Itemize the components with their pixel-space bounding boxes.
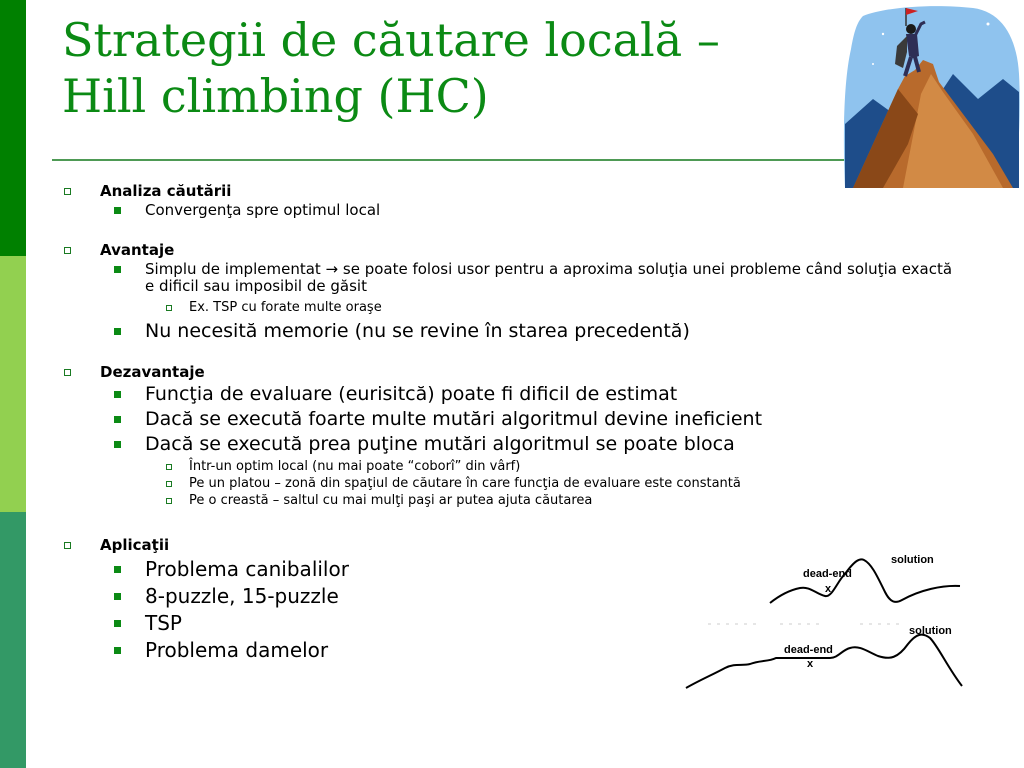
item-memorie: Nu necesită memorie (nu se revine în starea precedentă) <box>145 320 690 342</box>
item-putine-mutari: Dacă se execută prea puţine mutări algoritmul se poate bloca <box>145 433 735 455</box>
square-bullet-icon <box>114 416 121 423</box>
hollow-square-bullet-icon <box>64 369 71 376</box>
square-bullet-icon <box>114 391 121 398</box>
x-mark-bottom: x <box>807 658 814 670</box>
small-hollow-square-bullet-icon <box>166 464 172 470</box>
heading-analiza: Analiza căutării <box>100 182 232 200</box>
section-dezavantaje <box>62 361 962 509</box>
item-multe-mutari: Dacă se execută foarte multe mutări algoritmul devine ineficient <box>145 408 763 430</box>
section-avantaje <box>62 239 962 343</box>
square-bullet-icon <box>114 328 121 335</box>
hollow-square-bullet-icon <box>64 542 71 549</box>
item-tsp: TSP <box>145 611 182 635</box>
subitem-optim-local: Într-un optim local (nu mai poate “coborî” din vârf) <box>189 459 521 474</box>
bullet-multe-mutari <box>62 408 962 431</box>
item-puzzle: 8-puzzle, 15-puzzle <box>145 584 339 608</box>
square-bullet-icon <box>114 441 121 448</box>
small-hollow-square-bullet-icon <box>166 481 172 487</box>
bullet-analiza <box>62 180 962 202</box>
subbullet-optim-local <box>62 458 962 475</box>
left-accent-bar-bottom <box>0 512 26 768</box>
square-bullet-icon <box>114 266 121 273</box>
subitem-platou: Pe un platou – zonă din spaţiul de căutare în care funcţia de evaluare este constantă <box>189 476 741 491</box>
dead-end-label-top: dead-end <box>803 568 852 580</box>
solution-label-top: solution <box>891 554 934 566</box>
item-functia: Funcţia de evaluare (eurisitcă) poate fi dificil de estimat <box>145 383 678 405</box>
hill-climbing-diagram <box>680 540 970 700</box>
subitem-creasta: Pe o creastă – saltul cu mai mulţi paşi ar putea ajuta căutarea <box>189 493 593 508</box>
solution-label-bottom: solution <box>909 625 952 637</box>
item-canibali: Problema canibalilor <box>145 557 349 581</box>
subbullet-tsp <box>62 299 962 316</box>
bullet-simplu <box>62 261 962 295</box>
square-bullet-icon <box>114 207 121 214</box>
bullet-convergenta <box>62 202 962 219</box>
heading-avantaje: Avantaje <box>100 241 175 259</box>
small-hollow-square-bullet-icon <box>166 305 172 311</box>
item-convergenta: Convergenţa spre optimul local <box>145 201 381 219</box>
small-hollow-square-bullet-icon <box>166 498 172 504</box>
x-mark-top: x <box>825 583 832 595</box>
mountain-climber-icon <box>843 4 1021 189</box>
heading-dezavantaje: Dezavantaje <box>100 363 205 381</box>
subitem-tsp: Ex. TSP cu forate multe oraşe <box>189 300 382 315</box>
dead-end-label-bottom: dead-end <box>784 644 833 656</box>
square-bullet-icon <box>114 593 121 600</box>
title-line-1: Strategii de căutare locală – <box>62 13 720 67</box>
item-dame: Problema damelor <box>145 638 329 662</box>
hollow-square-bullet-icon <box>64 247 71 254</box>
heading-aplicatii: Aplicaţii <box>100 536 170 554</box>
title-underline <box>52 159 852 161</box>
left-accent-bar-top <box>0 0 26 256</box>
bullet-functia <box>62 383 962 406</box>
left-accent-bar-middle <box>0 256 26 512</box>
bullet-avantaje <box>62 239 962 261</box>
slide-title <box>62 12 720 124</box>
title-line-2: Hill climbing (HC) <box>62 69 489 123</box>
square-bullet-icon <box>114 647 121 654</box>
bullet-putine-mutari <box>62 433 962 456</box>
hollow-square-bullet-icon <box>64 188 71 195</box>
square-bullet-icon <box>114 620 121 627</box>
square-bullet-icon <box>114 566 121 573</box>
section-analiza <box>62 180 962 219</box>
landscape-curve-bottom <box>686 635 962 688</box>
bullet-dezavantaje <box>62 361 962 383</box>
subbullet-creasta <box>62 492 962 509</box>
item-simplu: Simplu de implementat → se poate folosi usor pentru a aproxima soluţia unei probleme când soluţia exactă e dificil sau imposibil de găsit <box>145 260 953 295</box>
subbullet-platou <box>62 475 962 492</box>
bullet-memorie <box>62 320 962 343</box>
